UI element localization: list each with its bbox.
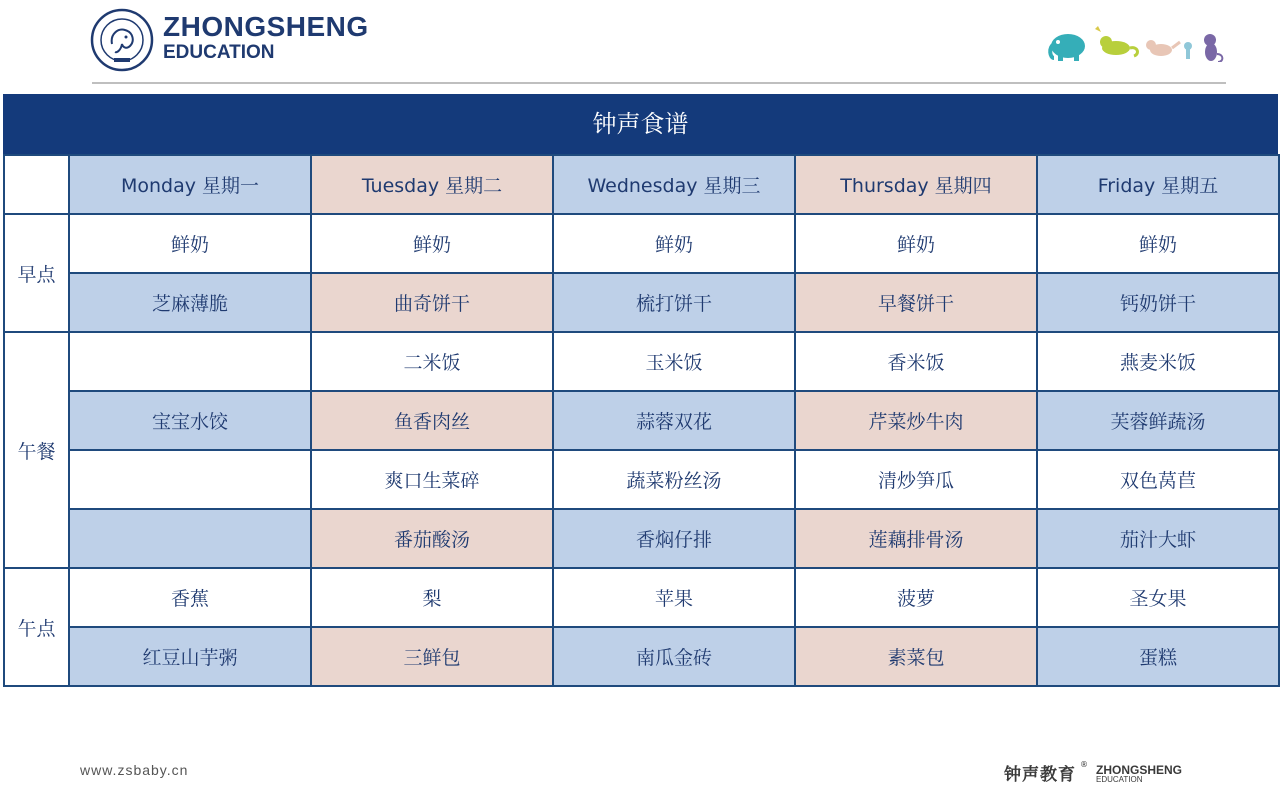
menu-cell: 香米饭	[795, 332, 1037, 391]
menu-cell: 鲜奶	[69, 214, 311, 273]
menu-cell: 蛋糕	[1037, 627, 1279, 686]
day-header-tuesday: Tuesday 星期二	[311, 155, 553, 214]
menu-cell: 蒜蓉双花	[553, 391, 795, 450]
meal-label-snack: 午点	[4, 568, 69, 686]
menu-cell: 苹果	[553, 568, 795, 627]
menu-cell: 香焖仔排	[553, 509, 795, 568]
menu-cell: 爽口生菜碎	[311, 450, 553, 509]
elephant-seal-logo-icon	[90, 8, 154, 72]
brand-name-line1: ZHONGSHENG	[163, 11, 369, 42]
table-row	[4, 391, 1279, 450]
table-row	[4, 214, 1279, 273]
menu-cell: 鲜奶	[1037, 214, 1279, 273]
footer-website-url: www.zsbaby.cn	[80, 762, 189, 778]
menu-cell: 芙蓉鲜蔬汤	[1037, 391, 1279, 450]
meal-label-lunch: 午餐	[4, 332, 69, 568]
weekly-menu-table	[3, 154, 1280, 687]
menu-cell: 曲奇饼干	[311, 273, 553, 332]
menu-cell: 菠萝	[795, 568, 1037, 627]
menu-cell: 莲藕排骨汤	[795, 509, 1037, 568]
menu-cell: 燕麦米饭	[1037, 332, 1279, 391]
menu-cell: 早餐饼干	[795, 273, 1037, 332]
table-row	[4, 450, 1279, 509]
day-header-thursday: Thursday 星期四	[795, 155, 1037, 214]
brand-name-line2: EDUCATION	[163, 42, 275, 63]
menu-cell: 香蕉	[69, 568, 311, 627]
day-header-wednesday: Wednesday 星期三	[553, 155, 795, 214]
menu-cell: 鲜奶	[311, 214, 553, 273]
meal-label-breakfast: 早点	[4, 214, 69, 332]
registered-mark: ®	[1080, 760, 1088, 769]
table-row	[4, 627, 1279, 686]
corner-cell	[4, 155, 69, 214]
menu-cell: 素菜包	[795, 627, 1037, 686]
menu-cell: 玉米饭	[553, 332, 795, 391]
day-header-row	[4, 155, 1279, 214]
menu-cell: 茄汁大虾	[1037, 509, 1279, 568]
menu-cell	[69, 332, 311, 391]
menu-cell: 蔬菜粉丝汤	[553, 450, 795, 509]
footer-brand-en	[1096, 765, 1182, 785]
footer-brand-en-line1: ZHONGSHENG	[1096, 763, 1183, 777]
menu-cell: 宝宝水饺	[69, 391, 311, 450]
menu-cell: 鲜奶	[795, 214, 1037, 273]
footer-brand	[1004, 760, 1182, 785]
menu-cell: 鱼香肉丝	[311, 391, 553, 450]
menu-cell: 二米饭	[311, 332, 553, 391]
day-header-monday: Monday 星期一	[69, 155, 311, 214]
table-row	[4, 273, 1279, 332]
day-header-friday: Friday 星期五	[1037, 155, 1279, 214]
brand-name	[163, 12, 369, 64]
menu-cell: 清炒笋瓜	[795, 450, 1037, 509]
footer-brand-en-line2: EDUCATION	[1096, 775, 1143, 784]
menu-cell: 圣女果	[1037, 568, 1279, 627]
menu-cell: 三鲜包	[311, 627, 553, 686]
menu-title: 钟声食谱	[3, 94, 1278, 154]
page-header	[0, 0, 1280, 90]
menu-cell: 钙奶饼干	[1037, 273, 1279, 332]
menu-cell: 梳打饼干	[553, 273, 795, 332]
animal-parade-icon	[1046, 18, 1226, 62]
menu-cell: 南瓜金砖	[553, 627, 795, 686]
menu-cell: 芝麻薄脆	[69, 273, 311, 332]
table-row	[4, 568, 1279, 627]
footer-brand-cn: 钟声教育	[1004, 765, 1076, 785]
menu-cell: 鲜奶	[553, 214, 795, 273]
menu-cell: 红豆山芋粥	[69, 627, 311, 686]
menu-cell: 梨	[311, 568, 553, 627]
table-row	[4, 332, 1279, 391]
menu-cell	[69, 450, 311, 509]
menu-cell: 番茄酸汤	[311, 509, 553, 568]
menu-cell: 双色莴苣	[1037, 450, 1279, 509]
header-divider	[92, 82, 1226, 84]
menu-cell: 芹菜炒牛肉	[795, 391, 1037, 450]
table-row	[4, 509, 1279, 568]
menu-cell	[69, 509, 311, 568]
